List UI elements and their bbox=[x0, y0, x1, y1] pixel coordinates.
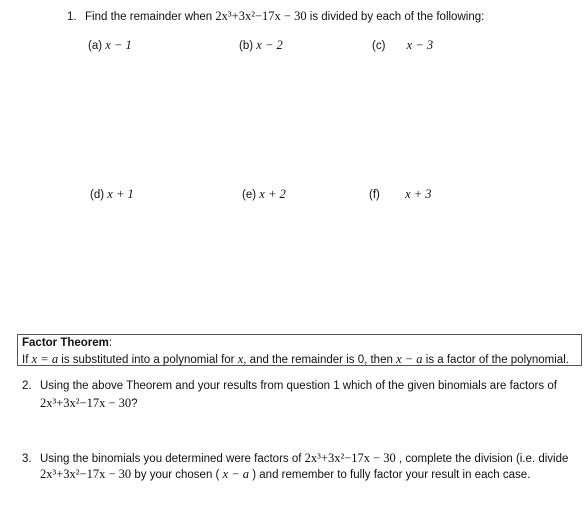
polynomial: 2x³+3x²−17x − 30 bbox=[215, 9, 307, 23]
part-expression: x + 3 bbox=[405, 187, 432, 201]
question-text: Using the binomials you determined were factors of bbox=[40, 453, 302, 465]
part-label: (c) bbox=[372, 40, 386, 52]
question-number: 2. bbox=[22, 380, 32, 392]
part-label: (b) bbox=[239, 40, 254, 52]
part-expression: x − 2 bbox=[256, 38, 283, 52]
divisor: x − a bbox=[222, 467, 250, 481]
part-f bbox=[369, 187, 432, 202]
question-text: Using the above Theorem and your results from question 1 which of the given binomials are factors of bbox=[40, 380, 557, 392]
part-label: (a) bbox=[88, 40, 103, 52]
theorem-factor: x − a bbox=[396, 352, 423, 366]
part-label: (f) bbox=[369, 189, 380, 201]
question-2 bbox=[22, 380, 557, 392]
question-3 bbox=[22, 451, 568, 466]
part-label: (e) bbox=[242, 189, 257, 201]
part-c bbox=[372, 38, 433, 53]
theorem-condition: x = a bbox=[31, 352, 59, 366]
question-text: is divided by each of the following: bbox=[309, 11, 485, 23]
part-e bbox=[242, 187, 286, 202]
factor-theorem-box bbox=[17, 334, 582, 366]
part-a bbox=[88, 38, 132, 53]
part-b bbox=[239, 38, 283, 53]
part-label: (d) bbox=[90, 189, 105, 201]
theorem-title: Factor Theorem: bbox=[22, 337, 113, 349]
question-number: 1. bbox=[67, 11, 77, 23]
part-expression: x − 3 bbox=[406, 38, 434, 52]
question-2-line2: 2x³+3x²−17x − 30? bbox=[40, 396, 138, 410]
polynomial: 2x³+3x²−17x − 30 bbox=[40, 396, 132, 410]
question-text: , complete the division (i.e. divide bbox=[399, 453, 569, 465]
part-expression: x + 2 bbox=[259, 187, 286, 201]
theorem-statement: If x = a is substituted into a polynomial for x, and the remainder is 0, then x − a is a factor of the polynomial. bbox=[22, 352, 569, 366]
question-3-line2: 2x³+3x²−17x − 30 by your chosen ( x − a ) and remember to fully factor your result in each case. bbox=[40, 467, 531, 481]
part-expression: x − 1 bbox=[105, 38, 132, 52]
question-text: Find the remainder when bbox=[85, 11, 213, 23]
polynomial: 2x³+3x²−17x − 30 bbox=[304, 451, 396, 465]
question-1 bbox=[67, 9, 484, 24]
theorem-variable: x bbox=[237, 352, 244, 366]
question-number: 3. bbox=[22, 453, 32, 465]
part-expression: x + 1 bbox=[107, 187, 134, 201]
part-d bbox=[90, 187, 134, 202]
polynomial: 2x³+3x²−17x − 30 bbox=[40, 467, 132, 481]
